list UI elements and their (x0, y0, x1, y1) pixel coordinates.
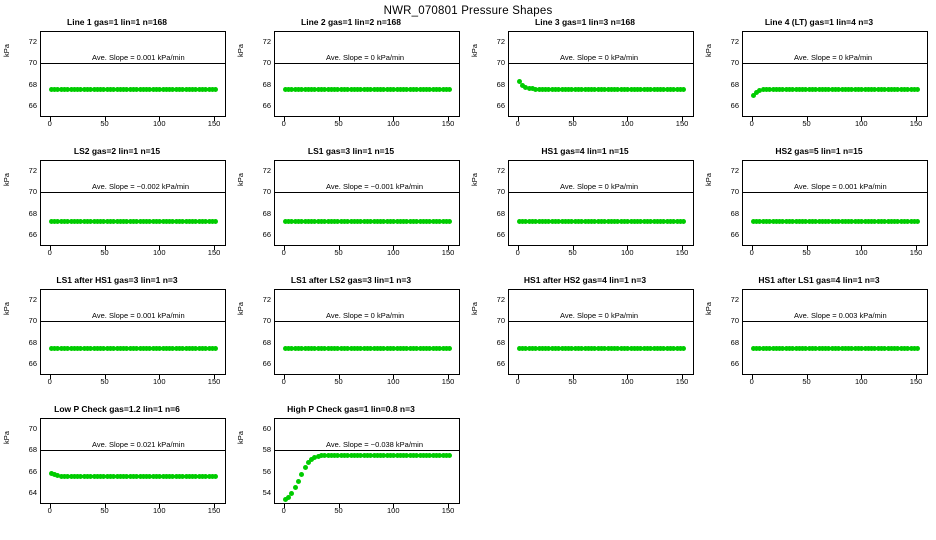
chart-grid (0, 17, 936, 533)
chart-panel (0, 17, 234, 146)
y-axis-label: kPa (2, 431, 11, 444)
slope-annotation: Ave. Slope = 0.001 kPa/min (92, 311, 185, 320)
y-axis-label: kPa (704, 44, 713, 57)
chart-panel (0, 404, 234, 533)
panel-title: Line 3 gas=1 lin=3 n=168 (535, 17, 635, 27)
y-axis-label: kPa (236, 173, 245, 186)
y-tick-label: 72 (262, 36, 271, 46)
x-tick-label: 100 (153, 377, 166, 386)
y-tick-label: 70 (28, 58, 37, 68)
reference-line (275, 63, 459, 64)
x-tick-label: 100 (855, 248, 868, 257)
y-tick-label: 70 (28, 187, 37, 197)
x-tick-label: 50 (100, 506, 109, 515)
x-tick-label: 100 (387, 119, 400, 128)
x-tick-label: 0 (515, 119, 520, 128)
slope-annotation: Ave. Slope = 0.021 kPa/min (92, 440, 185, 449)
x-tick-label: 100 (387, 377, 400, 386)
x-tick-label: 100 (621, 119, 634, 128)
y-tick-label: 72 (730, 294, 739, 304)
data-point (915, 219, 920, 224)
y-tick-label: 68 (730, 337, 739, 347)
y-tick-label: 70 (496, 58, 505, 68)
data-point (447, 453, 452, 458)
y-tick-labels (468, 160, 505, 246)
x-tick-label: 100 (621, 377, 634, 386)
x-tick-label: 0 (515, 248, 520, 257)
y-tick-label: 70 (28, 423, 37, 433)
data-point (293, 485, 298, 490)
y-tick-labels (0, 418, 37, 504)
y-tick-label: 68 (28, 445, 37, 455)
x-tick-label: 150 (207, 248, 221, 257)
data-point (447, 219, 452, 224)
y-tick-label: 66 (28, 230, 37, 240)
x-tick-label: 50 (802, 119, 811, 128)
panel-title: LS1 after LS2 gas=3 lin=1 n=3 (290, 275, 412, 285)
y-tick-label: 70 (262, 58, 271, 68)
data-point (296, 479, 301, 484)
slope-annotation: Ave. Slope = 0.001 kPa/min (794, 182, 887, 191)
chart-panel (0, 275, 234, 404)
slope-annotation: Ave. Slope = −0.002 kPa/min (92, 182, 190, 191)
slope-annotation: Ave. Slope = 0 kPa/min (326, 311, 405, 320)
y-tick-label: 68 (496, 208, 505, 218)
reference-line (509, 192, 693, 193)
y-tick-label: 66 (730, 230, 739, 240)
y-tick-labels (468, 31, 505, 117)
x-tick-label: 50 (802, 377, 811, 386)
reference-line (41, 63, 225, 64)
x-tick-label: 0 (281, 248, 286, 257)
x-tick-label: 50 (568, 119, 577, 128)
x-tick-label: 0 (281, 119, 286, 128)
y-tick-labels (0, 160, 37, 246)
y-tick-labels (468, 289, 505, 375)
y-tick-label: 60 (262, 423, 271, 433)
reference-line (743, 192, 927, 193)
data-point (303, 465, 308, 470)
y-axis-label: kPa (236, 302, 245, 315)
y-tick-label: 68 (262, 337, 271, 347)
y-tick-label: 66 (28, 359, 37, 369)
panel-title: LS2 gas=2 lin=1 n=15 (73, 146, 161, 156)
plot-area (274, 31, 460, 117)
x-tick-label: 100 (153, 506, 166, 515)
panel-title: HS1 after LS1 gas=4 lin=1 n=3 (758, 275, 880, 285)
chart-panel (234, 146, 468, 275)
panel-title: LS1 gas=3 lin=1 n=15 (307, 146, 395, 156)
x-tick-label: 50 (334, 119, 343, 128)
y-tick-label: 72 (730, 165, 739, 175)
x-tick-label: 150 (441, 377, 455, 386)
plot-area (40, 31, 226, 117)
x-tick-label: 150 (207, 506, 221, 515)
reference-line (41, 192, 225, 193)
chart-panel (468, 17, 702, 146)
x-tick-label: 50 (100, 248, 109, 257)
slope-annotation: Ave. Slope = 0.003 kPa/min (794, 311, 887, 320)
y-tick-label: 72 (496, 294, 505, 304)
panel-title: Line 4 (LT) gas=1 lin=4 n=3 (764, 17, 874, 27)
x-tick-label: 150 (441, 119, 455, 128)
plot-area (742, 31, 928, 117)
x-tick-label: 0 (47, 506, 52, 515)
data-point (213, 219, 218, 224)
data-point (681, 87, 686, 92)
panel-title: LS1 after HS1 gas=3 lin=1 n=3 (56, 275, 178, 285)
x-tick-label: 50 (100, 377, 109, 386)
reference-line (743, 63, 927, 64)
y-tick-label: 68 (730, 79, 739, 89)
plot-area (742, 160, 928, 246)
y-tick-label: 72 (28, 36, 37, 46)
data-point (299, 472, 304, 477)
panel-title: HS2 gas=5 lin=1 n=15 (775, 146, 863, 156)
y-tick-label: 70 (262, 187, 271, 197)
x-tick-label: 50 (334, 506, 343, 515)
panel-title: High P Check gas=1 lin=0.8 n=3 (287, 404, 415, 414)
y-axis-label: kPa (2, 302, 11, 315)
y-tick-label: 66 (262, 101, 271, 111)
y-tick-label: 72 (262, 294, 271, 304)
slope-annotation: Ave. Slope = 0.001 kPa/min (92, 53, 185, 62)
x-tick-label: 0 (749, 119, 754, 128)
chart-panel (0, 146, 234, 275)
y-tick-label: 68 (28, 337, 37, 347)
y-tick-label: 58 (262, 445, 271, 455)
y-tick-label: 68 (496, 79, 505, 89)
y-tick-label: 68 (496, 337, 505, 347)
y-tick-labels (234, 160, 271, 246)
y-tick-label: 70 (28, 316, 37, 326)
y-axis-label: kPa (2, 173, 11, 186)
y-tick-label: 54 (262, 488, 271, 498)
y-tick-label: 72 (28, 165, 37, 175)
y-axis-label: kPa (470, 44, 479, 57)
slope-annotation: Ave. Slope = 0 kPa/min (326, 53, 405, 62)
panel-title: HS1 gas=4 lin=1 n=15 (541, 146, 629, 156)
reference-line (275, 321, 459, 322)
y-tick-label: 68 (262, 79, 271, 89)
y-tick-label: 72 (28, 294, 37, 304)
y-tick-label: 68 (28, 79, 37, 89)
x-tick-label: 0 (515, 377, 520, 386)
y-tick-labels (234, 31, 271, 117)
chart-panel (234, 275, 468, 404)
y-tick-label: 66 (28, 466, 37, 476)
y-axis-label: kPa (236, 44, 245, 57)
y-tick-label: 70 (496, 316, 505, 326)
x-tick-label: 100 (855, 377, 868, 386)
x-tick-label: 50 (568, 248, 577, 257)
data-point (213, 346, 218, 351)
x-tick-label: 100 (387, 506, 400, 515)
x-tick-label: 150 (441, 248, 455, 257)
y-tick-label: 66 (730, 359, 739, 369)
slope-annotation: Ave. Slope = 0 kPa/min (560, 311, 639, 320)
y-tick-label: 66 (496, 230, 505, 240)
y-tick-label: 66 (496, 101, 505, 111)
data-point (447, 346, 452, 351)
y-tick-label: 68 (262, 208, 271, 218)
reference-line (41, 321, 225, 322)
data-point (213, 474, 218, 479)
panel-title: Line 2 gas=1 lin=2 n=168 (301, 17, 401, 27)
y-tick-labels (234, 418, 271, 504)
chart-panel (468, 146, 702, 275)
x-tick-label: 50 (802, 248, 811, 257)
x-tick-label: 150 (909, 248, 923, 257)
reference-line (743, 321, 927, 322)
y-tick-label: 72 (262, 165, 271, 175)
panel-title: Low P Check gas=1.2 lin=1 n=6 (54, 404, 180, 414)
reference-line (509, 321, 693, 322)
x-tick-label: 150 (909, 119, 923, 128)
x-tick-label: 150 (207, 119, 221, 128)
slope-annotation: Ave. Slope = −0.001 kPa/min (326, 182, 424, 191)
x-tick-label: 0 (281, 377, 286, 386)
y-tick-label: 66 (262, 230, 271, 240)
x-tick-label: 50 (334, 248, 343, 257)
x-tick-label: 150 (675, 248, 689, 257)
slope-annotation: Ave. Slope = 0 kPa/min (560, 182, 639, 191)
data-point (915, 87, 920, 92)
y-axis-label: kPa (470, 173, 479, 186)
y-axis-label: kPa (704, 173, 713, 186)
page-title: NWR_070801 Pressure Shapes (383, 5, 553, 17)
x-tick-label: 150 (675, 119, 689, 128)
slope-annotation: Ave. Slope = −0.038 kPa/min (326, 440, 424, 449)
y-tick-labels (0, 289, 37, 375)
x-tick-label: 150 (909, 377, 923, 386)
y-tick-label: 72 (496, 165, 505, 175)
chart-panel (468, 275, 702, 404)
y-tick-label: 70 (730, 316, 739, 326)
data-point (681, 346, 686, 351)
plot-area (40, 160, 226, 246)
reference-line (275, 192, 459, 193)
y-tick-label: 70 (496, 187, 505, 197)
plot-area (274, 160, 460, 246)
y-tick-label: 72 (496, 36, 505, 46)
y-axis-label: kPa (470, 302, 479, 315)
y-axis-label: kPa (2, 44, 11, 57)
chart-panel (702, 275, 936, 404)
reference-line (509, 63, 693, 64)
y-tick-label: 66 (496, 359, 505, 369)
x-tick-label: 50 (334, 377, 343, 386)
y-tick-label: 64 (28, 488, 37, 498)
panel-title: HS1 after HS2 gas=4 lin=1 n=3 (523, 275, 647, 285)
reference-line (41, 450, 225, 451)
x-tick-label: 100 (387, 248, 400, 257)
x-tick-label: 0 (281, 506, 286, 515)
x-tick-label: 100 (621, 248, 634, 257)
plot-area (274, 418, 460, 504)
plot-area (508, 31, 694, 117)
x-tick-label: 0 (47, 119, 52, 128)
y-tick-label: 70 (730, 187, 739, 197)
y-tick-label: 66 (28, 101, 37, 111)
chart-panel (234, 404, 468, 533)
x-tick-label: 0 (47, 377, 52, 386)
plot-area (742, 289, 928, 375)
data-point (289, 491, 294, 496)
y-tick-label: 56 (262, 466, 271, 476)
y-tick-label: 68 (28, 208, 37, 218)
x-tick-label: 150 (675, 377, 689, 386)
x-tick-label: 50 (100, 119, 109, 128)
plot-area (508, 289, 694, 375)
y-tick-labels (234, 289, 271, 375)
x-tick-label: 100 (855, 119, 868, 128)
slope-annotation: Ave. Slope = 0 kPa/min (560, 53, 639, 62)
plot-area (274, 289, 460, 375)
data-point (915, 346, 920, 351)
y-tick-labels (702, 289, 739, 375)
y-tick-label: 70 (262, 316, 271, 326)
plot-area (40, 418, 226, 504)
x-tick-label: 150 (207, 377, 221, 386)
x-tick-label: 50 (568, 377, 577, 386)
y-tick-label: 66 (262, 359, 271, 369)
y-tick-labels (702, 160, 739, 246)
x-tick-label: 150 (441, 506, 455, 515)
chart-panel (702, 146, 936, 275)
x-tick-label: 0 (749, 248, 754, 257)
chart-panel (702, 17, 936, 146)
data-point (213, 87, 218, 92)
panel-title: Line 1 gas=1 lin=1 n=168 (67, 17, 167, 27)
x-tick-label: 0 (47, 248, 52, 257)
y-tick-label: 72 (730, 36, 739, 46)
reference-line (275, 450, 459, 451)
chart-panel (234, 17, 468, 146)
data-point (447, 87, 452, 92)
y-tick-label: 66 (730, 101, 739, 111)
y-tick-label: 68 (730, 208, 739, 218)
data-point (681, 219, 686, 224)
plot-area (40, 289, 226, 375)
x-tick-label: 100 (153, 248, 166, 257)
plot-area (508, 160, 694, 246)
y-axis-label: kPa (236, 431, 245, 444)
y-tick-label: 70 (730, 58, 739, 68)
y-tick-labels (0, 31, 37, 117)
x-tick-label: 100 (153, 119, 166, 128)
y-tick-labels (702, 31, 739, 117)
slope-annotation: Ave. Slope = 0 kPa/min (794, 53, 873, 62)
x-tick-label: 0 (749, 377, 754, 386)
y-axis-label: kPa (704, 302, 713, 315)
